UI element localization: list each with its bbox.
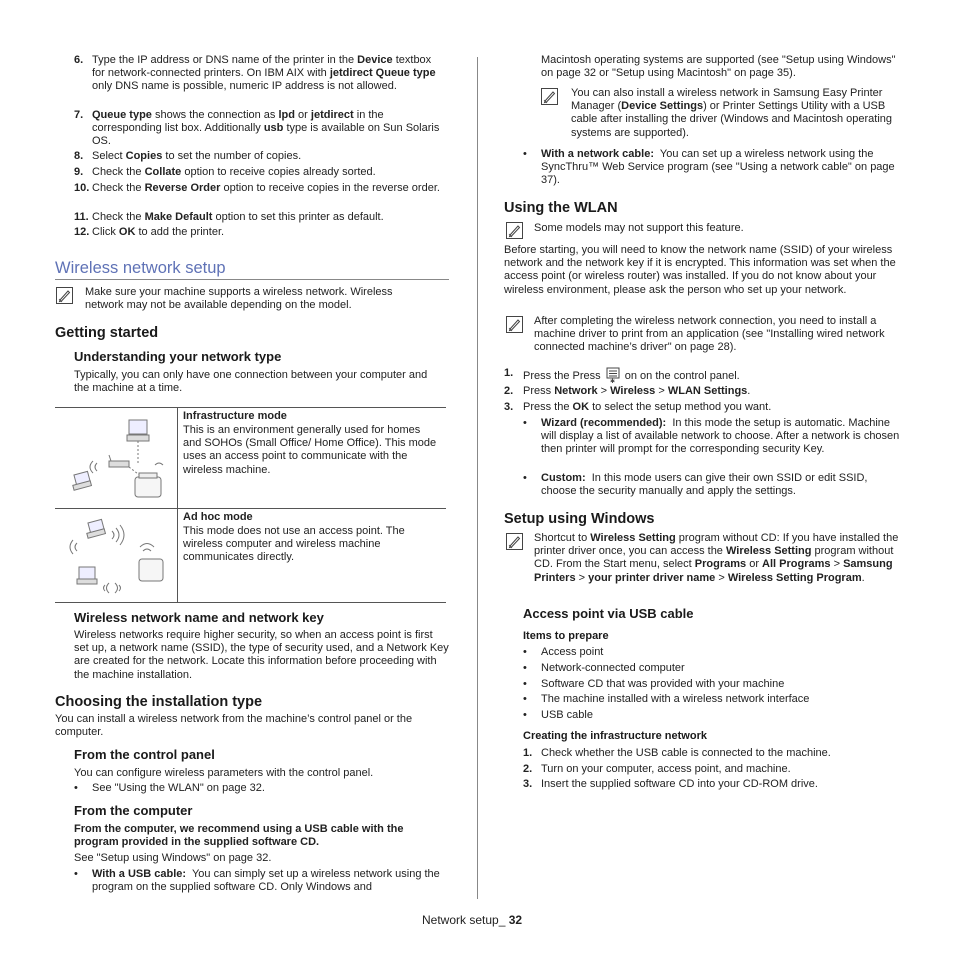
infrastructure-mode-text: This is an environment generally used for homes and SOHOs (Small Office/ Home Office). This mode uses an access point to communicate with the wireless machine.: [183, 424, 437, 476]
bullet: •: [74, 782, 78, 794]
note-icon: [506, 316, 523, 333]
page-footer: [422, 914, 522, 927]
step-number: 7.: [74, 109, 84, 121]
getting-started-heading: Getting started: [55, 325, 159, 341]
note-icon: [506, 222, 523, 239]
bullet: •: [523, 709, 527, 721]
understanding-heading: Understanding your network type: [74, 349, 282, 364]
menu-button-icon: [606, 367, 620, 383]
adhoc-mode-text: This mode does not use an access point. The wireless computer and wireless machine communicates directly.: [183, 525, 405, 564]
easy-printer-note: You can also install a wireless network in Samsung Easy Printer Manager (Device Settings) or Printer Settings Utility with a USB cable after installing the driver (Windows and Macintosh operating systems are supported).: [571, 87, 892, 139]
step-number: 1.: [523, 747, 533, 759]
adhoc-mode-illustration: [67, 515, 167, 601]
bullet: •: [523, 693, 527, 705]
wlan-step-2: Press Network > Wireless > WLAN Settings.: [523, 385, 751, 397]
choosing-heading: Choosing the installation type: [55, 694, 263, 710]
right-column: [478, 0, 954, 900]
step-number: 3.: [504, 401, 514, 413]
bullet: •: [523, 472, 527, 484]
network-cable-bullet: With a network cable: You can set up a wireless network using the SyncThru™ Web Service program (see "Using a network cable" on page 37).: [541, 148, 895, 187]
custom-bullet: Custom: In this mode users can give their own SSID or edit SSID, choose the security manually and apply the settings.: [541, 472, 868, 498]
infrastructure-mode-title: Infrastructure mode: [183, 410, 287, 422]
section-note: Make sure your machine supports a wireless network. Wireless network may not be available depending on the model.: [85, 286, 393, 312]
shortcut-note: Shortcut to Wireless Setting program without CD: If you have installed the printer driver once, you can access the Wireless Setting program without CD. From the Start menu, select Programs or All Programs > Samsung Printers > your printer driver name > Wireless Setting Program.: [534, 532, 899, 584]
creating-step: Check whether the USB cable is connected to the machine.: [541, 747, 831, 759]
items-heading: Items to prepare: [523, 630, 609, 642]
step-number: 12.: [74, 226, 90, 238]
section-divider: [55, 279, 449, 280]
from-computer-bold: From the computer, we recommend using a USB cable with the program provided in the supplied software CD.: [74, 823, 404, 849]
wireless-name-heading: Wireless network name and network key: [74, 610, 324, 625]
wizard-bullet: Wizard (recommended): In this mode the setup is automatic. Machine will display a list of available network to choose. After a network is chosen then printer will prompt for the corresponding security Key.: [541, 417, 900, 456]
step-text: Queue type shows the connection as lpd or jetdirect in the corresponding list box. Additionally usb type is available on Sun Solaris OS.: [92, 109, 440, 148]
ap-usb-heading: Access point via USB cable: [523, 606, 694, 621]
page-number: 32: [508, 913, 523, 927]
adhoc-mode-title: Ad hoc mode: [183, 511, 253, 523]
infrastructure-mode-illustration: [67, 415, 167, 505]
step-number: 6.: [74, 54, 84, 66]
from-computer-see: See "Setup using Windows" on page 32.: [74, 852, 272, 864]
list-item: Network-connected computer: [541, 662, 685, 674]
wlan-text: Before starting, you will need to know the network name (SSID) of your wireless network and the network key if it is encrypted. This information was set when the access point (or wireless router) was installed. If you do not know about your wireless environment, please ask the person who set up your network.: [504, 244, 896, 296]
list-item: The machine installed with a wireless network interface: [541, 693, 810, 705]
from-panel-heading: From the control panel: [74, 747, 215, 762]
note-icon: [56, 287, 73, 304]
bullet: •: [523, 148, 527, 160]
bullet: •: [74, 868, 78, 880]
understanding-text: Typically, you can only have one connection between your computer and the machine at a time.: [74, 369, 428, 395]
step-text: Check the Make Default option to set this printer as default.: [92, 211, 384, 223]
wlan-note-2: After completing the wireless network connection, you need to install a machine driver to print from an application (see "Installing wired network connected machine’s driver" on page 28).: [534, 315, 885, 354]
creating-step: Insert the supplied software CD into your CD-ROM drive.: [541, 778, 818, 790]
from-panel-text: You can configure wireless parameters with the control panel.: [74, 767, 374, 779]
wlan-step-3: Press the OK to select the setup method you want.: [523, 401, 772, 413]
network-type-table: [55, 407, 446, 603]
choosing-text: You can install a wireless network from the machine’s control panel or the computer.: [55, 713, 413, 739]
svg-text:✱: ✱: [609, 379, 615, 383]
step-number: 10.: [74, 182, 90, 194]
list-item: Access point: [541, 646, 604, 658]
step-text: Click OK to add the printer.: [92, 226, 225, 238]
using-wlan-heading: Using the WLAN: [504, 200, 618, 216]
step-number: 9.: [74, 166, 84, 178]
step-number: 2.: [504, 385, 514, 397]
continued-text: Macintosh operating systems are supported (see "Setup using Windows" on page 32 or "Setup using Macintosh" on page 35).: [541, 54, 896, 80]
left-column: [0, 0, 478, 900]
usb-bullet: With a USB cable: You can simply set up a wireless network using the program on the supplied software CD. Only Windows and: [92, 868, 440, 894]
step-text: Check the Collate option to receive copies already sorted.: [92, 166, 376, 178]
step-number: 1.: [504, 367, 514, 379]
from-computer-heading: From the computer: [74, 803, 193, 818]
bullet: •: [523, 678, 527, 690]
note-icon: [506, 533, 523, 550]
wlan-note: Some models may not support this feature.: [534, 222, 744, 234]
note-icon: [541, 88, 558, 105]
bullet: •: [523, 646, 527, 658]
creating-heading: Creating the infrastructure network: [523, 730, 707, 742]
list-item: Software CD that was provided with your machine: [541, 678, 785, 690]
list-item: USB cable: [541, 709, 593, 721]
section-title: Wireless network setup: [55, 259, 226, 277]
bullet: •: [523, 662, 527, 674]
wireless-name-text: Wireless networks require higher security, so when an access point is first set up, a network name (SSID), the type of security used, and a Network Key are created for the network. Locate this information before proceeding with the machine installation.: [74, 629, 449, 681]
bullet: •: [523, 417, 527, 429]
wlan-step-1: Press the Press ✱ on on the control panel.: [523, 367, 903, 383]
step-number: 2.: [523, 763, 533, 775]
creating-step: Turn on your computer, access point, and machine.: [541, 763, 791, 775]
step-text: Check the Reverse Order option to receive copies in the reverse order.: [92, 182, 440, 194]
step-text: Type the IP address or DNS name of the printer in the Device textbox for network-connected printers. On IBM AIX with jetdirect Queue type only DNS name is possible, numeric IP address is not allowed.: [92, 54, 436, 93]
step-number: 8.: [74, 150, 84, 162]
step-number: 11.: [74, 211, 89, 223]
step-number: 3.: [523, 778, 533, 790]
step-text: Select Copies to set the number of copies.: [92, 150, 302, 162]
from-panel-bullet: See "Using the WLAN" on page 32.: [92, 782, 265, 794]
footer-label: Network setup_: [422, 913, 506, 927]
setup-windows-heading: Setup using Windows: [504, 511, 655, 527]
